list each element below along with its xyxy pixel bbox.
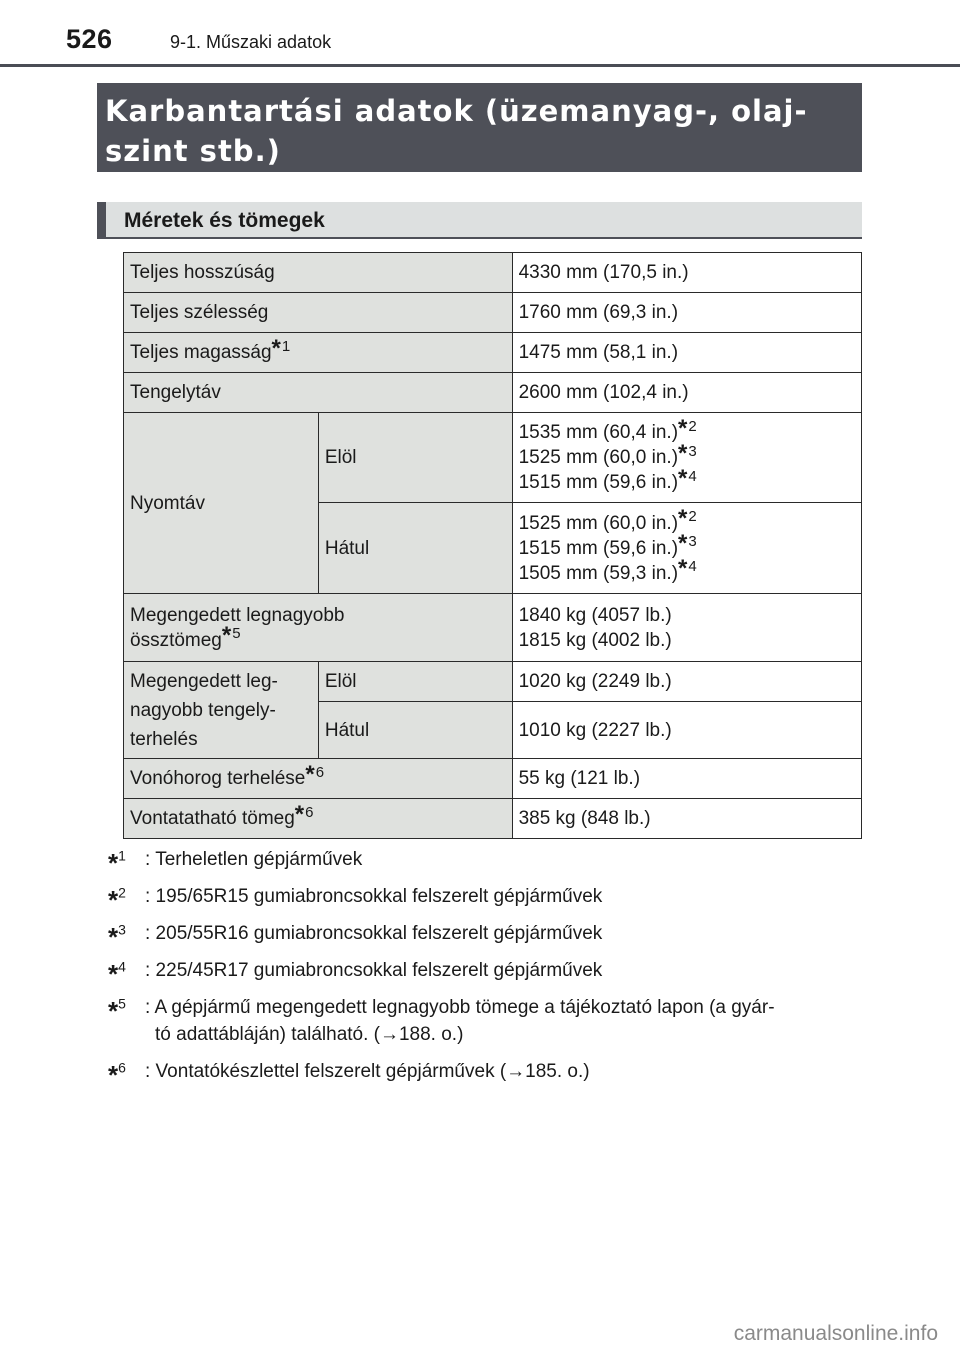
row-label: Vonóhorog terhelése$^{*6}$ (124, 759, 513, 799)
page-title (97, 83, 862, 172)
table-row (124, 759, 862, 799)
section-label: 9-1. Műszaki adatok (170, 32, 332, 52)
watermark: carmanualsonline.info (733, 1322, 938, 1345)
row-label: Megengedett leg- nagyobb tengely- terhelés (124, 662, 319, 759)
sub-label: Elöl (318, 413, 512, 503)
row-value: 1020 kg (2249 lb.) (512, 662, 861, 702)
header-divider (0, 64, 960, 67)
footnote: *$^5$ : A gépjármű megengedett legnagyobb tömege a tájékoztató lapon (a gyár- tó adattábláján) található. (→188. o.) (108, 995, 775, 1045)
section-subheading: Méretek és tömegek (97, 202, 862, 239)
sub-label: Hátul (318, 503, 512, 594)
page-number: 526 (66, 24, 113, 54)
row-label: Nyomtáv (124, 413, 319, 594)
table-row (124, 373, 862, 413)
table-row (124, 799, 862, 839)
footnote: *$^1$ : Terheletlen gépjárművek (108, 847, 363, 878)
footnote: *$^4$ : 225/45R17 gumiabroncsokkal felszerelt gépjárművek (108, 958, 603, 989)
table-row (124, 253, 862, 293)
footnote: *$^3$ : 205/55R16 gumiabroncsokkal felszerelt gépjárművek (108, 921, 603, 952)
footnote: *$^6$ : Vontatókészlettel felszerelt gépjárművek (→185. o.) (108, 1059, 590, 1090)
table-row (124, 662, 862, 702)
footnote-ref: *1 (271, 334, 291, 362)
row-label: Teljes magasság$^{*1}$ (124, 333, 513, 373)
row-value: 55 kg (121 lb.) (512, 759, 861, 799)
footnote: *$^2$ : 195/65R15 gumiabroncsokkal felszerelt gépjárművek (108, 884, 603, 915)
footnotes (108, 846, 868, 1095)
table-row (124, 293, 862, 333)
row-value: 1010 kg (2227 lb.) (512, 702, 861, 759)
row-label: Tengelytáv (124, 373, 513, 413)
row-value: 385 kg (848 lb.) (512, 799, 861, 839)
title-line-1: Karbantartási adatok (üzemanyag-, olaj- (105, 94, 808, 128)
sub-label: Hátul (318, 702, 512, 759)
table-row (124, 333, 862, 373)
row-label: Vontatatható tömeg$^{*6}$ (124, 799, 513, 839)
row-label: Megengedett legnagyobb össztömeg$^{*5}$ (124, 594, 513, 662)
sub-label: Elöl (318, 662, 512, 702)
table-row (124, 594, 862, 662)
page-header (0, 0, 960, 70)
row-value: 2600 mm (102,4 in.) (512, 373, 861, 413)
table-row (124, 413, 862, 503)
dimensions-weights-table (123, 252, 862, 839)
row-label: Teljes hosszúság (124, 253, 513, 293)
row-value: 1535 mm (60,4 in.)$^{*2}$ 1525 mm (60,0 in.)$^{*3}$ 1515 mm (59,6 in.)$^{*4}$ (512, 413, 861, 503)
title-line-2: szint stb.) (105, 134, 281, 168)
row-value: 1840 kg (4057 lb.) 1815 kg (4002 lb.) (512, 594, 861, 662)
row-value: 1525 mm (60,0 in.)$^{*2}$ 1515 mm (59,6 in.)$^{*3}$ 1505 mm (59,3 in.)$^{*4}$ (512, 503, 861, 594)
row-value: 4330 mm (170,5 in.) (512, 253, 861, 293)
row-value: 1475 mm (58,1 in.) (512, 333, 861, 373)
row-value: 1760 mm (69,3 in.) (512, 293, 861, 333)
row-label: Teljes szélesség (124, 293, 513, 333)
